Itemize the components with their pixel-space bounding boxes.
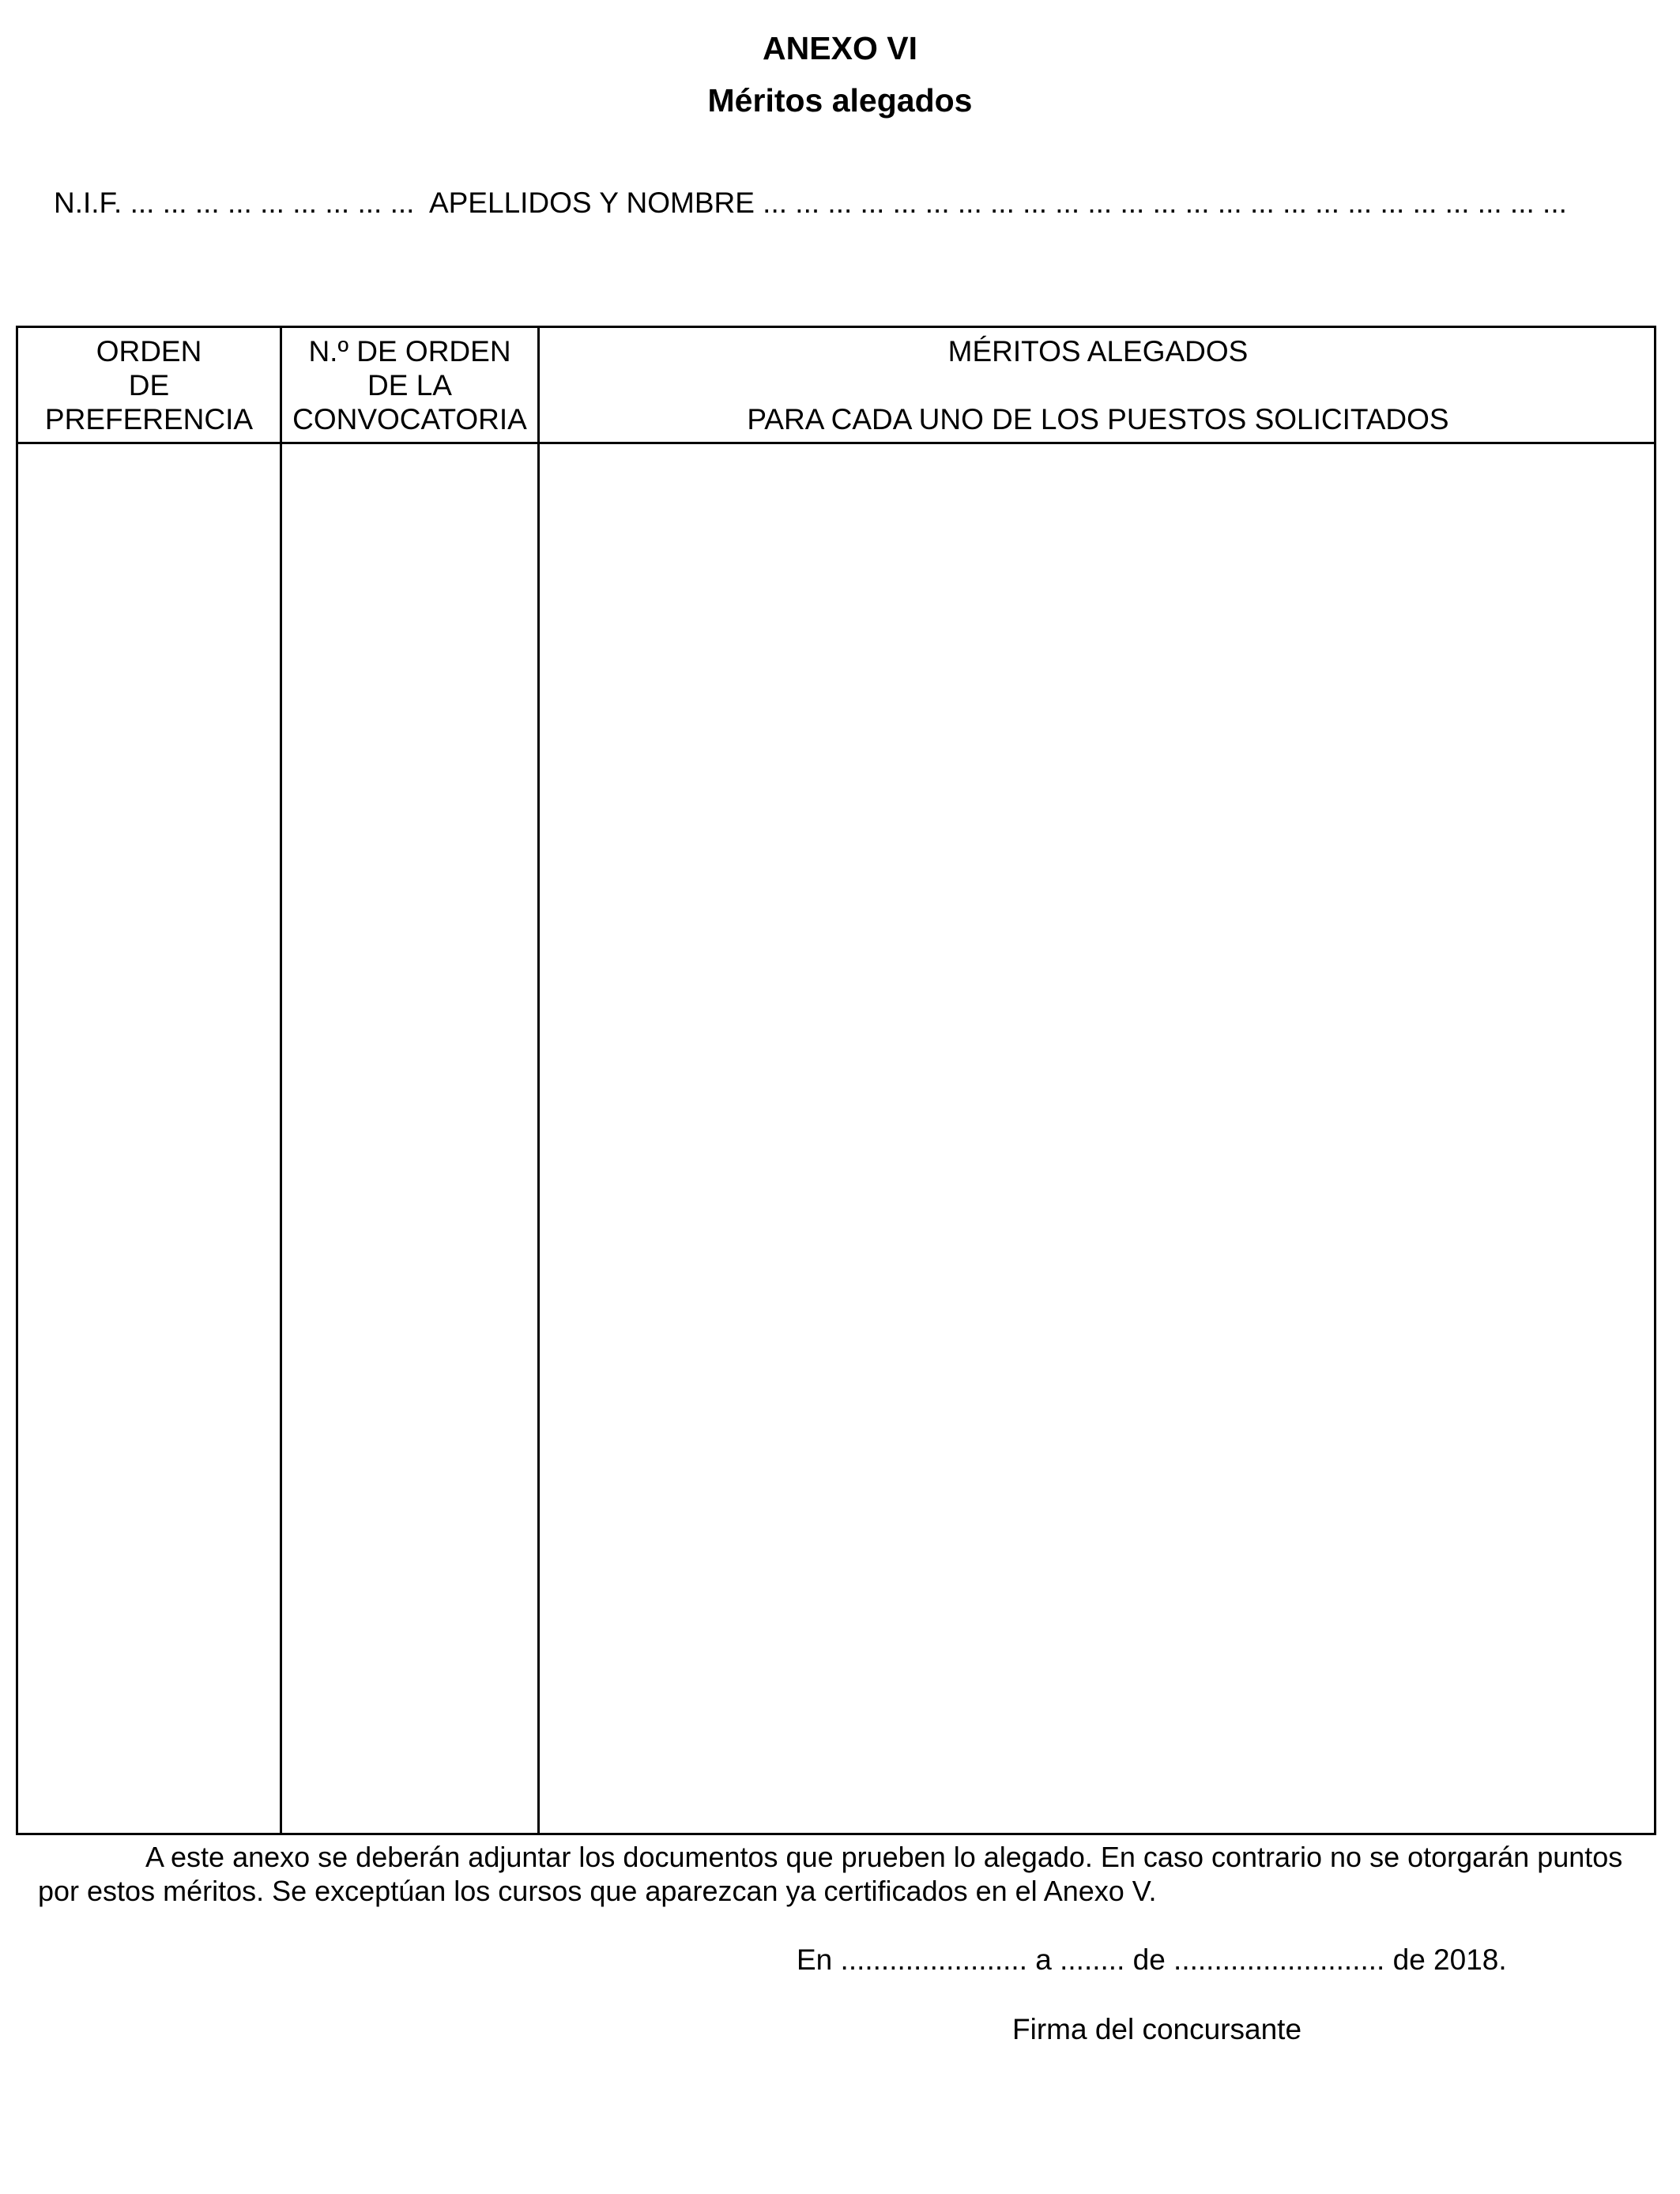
attachment-note: [38, 1840, 1626, 1908]
attachment-note-text: A este anexo se deberán adjuntar los documentos que prueben lo alegado. En caso contrario no se otorgarán puntos por estos méritos. Se exceptúan los cursos que aparezcan ya certificados en el Anexo V.: [38, 1841, 1623, 1907]
name-field: APELLIDOS Y NOMBRE ... ... ... ... ... ... ... ... ... ... ... ... ... ... ... ... ... ... ... ... ... ... ... ... ...: [428, 187, 1567, 219]
identification-line: [54, 187, 1567, 220]
column-divider: [280, 328, 282, 1833]
page-subtitle: Méritos alegados: [707, 82, 973, 119]
column-header-merits: [540, 328, 1656, 442]
date-line: En ....................... a ........ de .......................... de 2018.: [797, 1943, 1507, 1976]
column-header-call-order-number: [282, 328, 537, 442]
page-title: ANEXO VI: [763, 30, 917, 66]
signature-label: Firma del concursante: [1012, 2013, 1302, 2045]
column-divider: [537, 328, 540, 1833]
header-divider: [18, 442, 1654, 444]
column-header-line: PARA CADA UNO DE LOS PUESTOS SOLICITADOS: [747, 403, 1449, 435]
column-header-line: N.º DE ORDEN: [308, 335, 511, 368]
column-header-line: PREFERENCIA: [44, 403, 254, 435]
column-header-line: DE: [128, 369, 170, 401]
column-header-preference-order: [18, 328, 280, 442]
column-header-line: ORDEN: [96, 335, 202, 368]
nif-field: N.I.F. ... ... ... ... ... ... ... ... ...: [54, 187, 415, 219]
column-header-line: MÉRITOS ALEGADOS: [947, 335, 1249, 368]
column-header-line: CONVOCATORIA: [292, 403, 527, 435]
merits-table: [16, 326, 1656, 1835]
column-header-line: DE LA: [367, 369, 452, 401]
